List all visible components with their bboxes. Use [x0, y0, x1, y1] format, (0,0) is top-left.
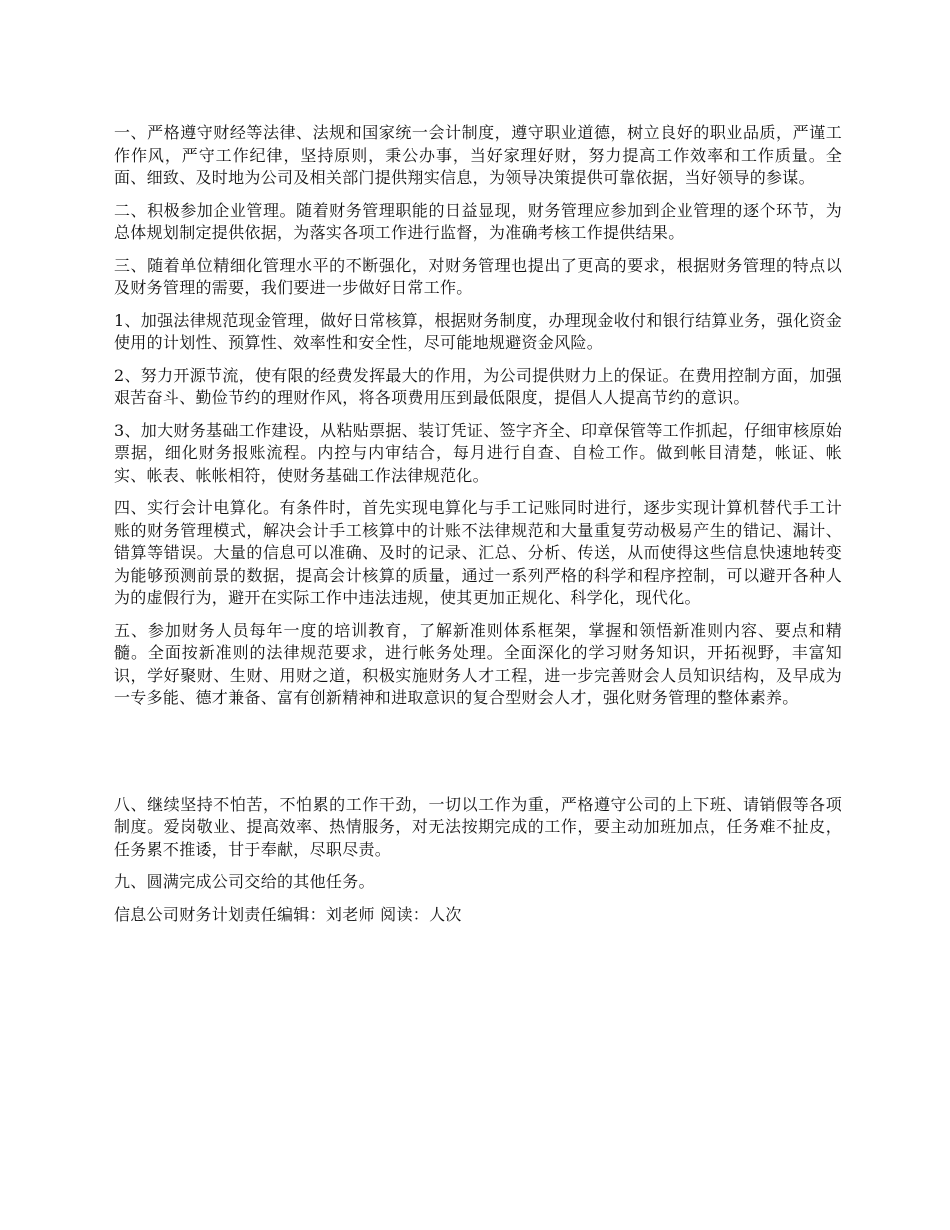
paragraph-item-3: 3、加大财务基础工作建设，从粘贴票据、装订凭证、签字齐全、印章保管等工作抓起，仔细审核原始票据，细化财务报账流程。内控与内审结合，每月进行自查、自检工作。做到帐目清楚，帐证、帐实、帐表、帐帐相符，使财务基础工作法律规范化。 [114, 420, 842, 485]
paragraph-item-1: 1、加强法律规范现金管理，做好日常核算，根据财务制度，办理现金收付和银行结算业务，强化资金使用的计划性、预算性、效率性和安全性，尽可能地规避资金风险。 [114, 310, 842, 352]
paragraph-1: 一、严格遵守财经等法律、法规和国家统一会计制度，遵守职业道德，树立良好的职业品质，严谨工作作风，严守工作纪律，坚持原则，秉公办事，当好家理好财，努力提高工作效率和工作质量。全面、细致、及时地为公司及相关部门提供翔实信息，为领导决策提供可靠依据，当好领导的参谋。 [114, 123, 842, 187]
paragraph-4: 四、实行会计电算化。有条件时，首先实现电算化与手工记账同时进行，逐步实现计算机替代手工计账的财务管理模式，解决会计手工核算中的计账不法律规范和大量重复劳动极易产生的错记、漏计、错算等错误。大量的信息可以准确、及时的记录、汇总、分析、传送，从而使得这些信息快速地转变为能够预测前景的数据，提高会计核算的质量，通过一系列严格的科学和程序控制，可以避开各种人为的虚假行为，避开在实际工作中违法违规，使其更加正规化、科学化，现代化。 [114, 498, 842, 607]
footer-line: 信息公司财务计划责任编辑：刘老师 阅读：人次 [114, 904, 462, 924]
paragraph-5: 五、参加财务人员每年一度的培训教育，了解新准则体系框架，掌握和领悟新准则内容、要点和精髓。全面按新准则的法律规范要求，进行帐务处理。全面深化的学习财务知识，开拓视野，丰富知识，学好聚财、生财、用财之道，积极实施财务人才工程，进一步完善财会人员知识结构，及早成为一专多能、德才兼备、富有创新精神和进取意识的复合型财会人才，强化财务管理的整体素养。 [114, 620, 842, 707]
paragraph-item-2: 2、努力开源节流，使有限的经费发挥最大的作用，为公司提供财力上的保证。在费用控制方面，加强艰苦奋斗、勤俭节约的理财作风，将各项费用压到最低限度，提倡人人提高节约的意识。 [114, 365, 842, 407]
blank-gap [114, 720, 842, 794]
paragraph-9: 九、圆满完成公司交给的其他任务。 [114, 872, 375, 891]
paragraph-3: 三、随着单位精细化管理水平的不断强化，对财务管理也提出了更高的要求，根据财务管理的特点以及财务管理的需要，我们要进一步做好日常工作。 [114, 255, 842, 297]
paragraph-8: 八、继续坚持不怕苦，不怕累的工作干劲，一切以工作为重，严格遵守公司的上下班、请销假等各项制度。爱岗敬业、提高效率、热情服务，对无法按期完成的工作，要主动加班加点，任务难不扯皮，任务累不推诿，甘于奉献，尽职尽责。 [114, 794, 842, 859]
paragraph-2: 二、积极参加企业管理。随着财务管理职能的日益显现，财务管理应参加到企业管理的逐个环节，为总体规划制定提供依据，为落实各项工作进行监督，为准确考核工作提供结果。 [114, 200, 842, 242]
